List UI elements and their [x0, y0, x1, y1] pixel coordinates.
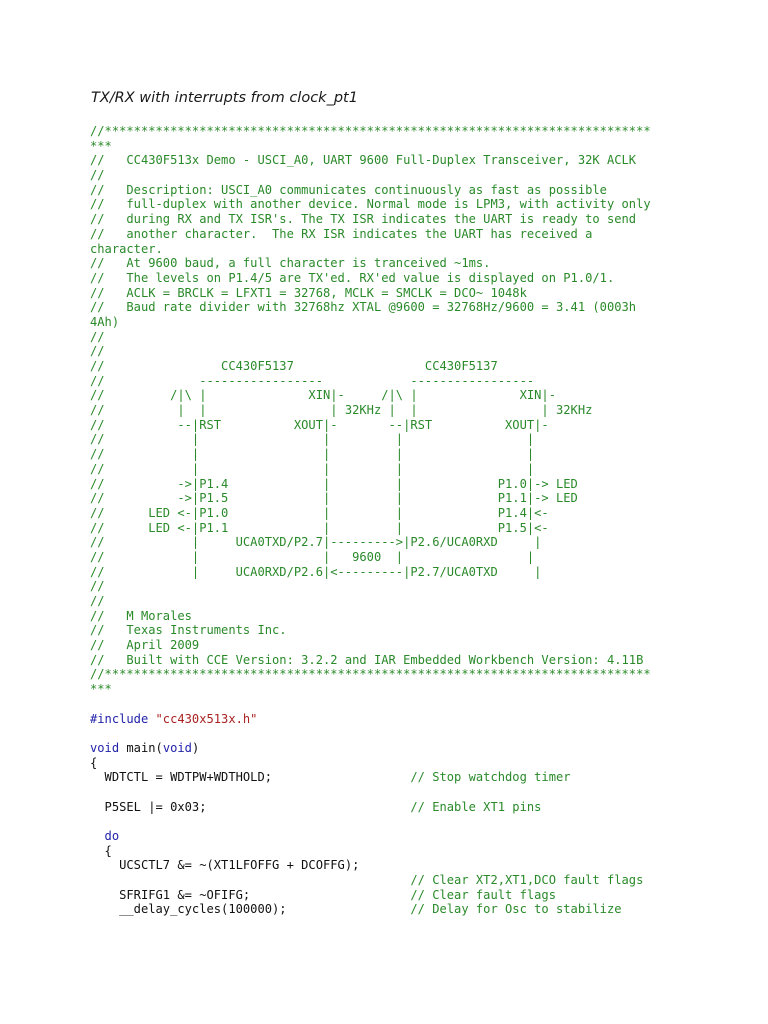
code-comment: // --|RST XOUT|- --|RST XOUT|-	[90, 417, 549, 432]
code-line	[90, 653, 651, 668]
code-comment: // Texas Instruments Inc.	[90, 623, 287, 638]
code-comment: //***************************************************************************	[90, 124, 651, 138]
code-line	[90, 344, 651, 359]
code-line	[90, 300, 651, 315]
code-text: UCSCTL7 &= ~(XT1LFOFFG + DCOFFG);	[90, 858, 360, 873]
code-line	[90, 374, 651, 389]
code-text: {	[90, 755, 98, 770]
code-comment: // | UCA0RXD/P2.6|<---------|P2.7/UCA0TXD |	[90, 564, 542, 579]
code-comment: // Built with CCE Version: 3.2.2 and IAR Embedded Workbench Version: 4.11B	[90, 652, 644, 667]
code-line	[90, 844, 651, 859]
code-comment: // /|\ | XIN|- /|\ | XIN|-	[90, 388, 556, 403]
code-comment: character.	[90, 241, 163, 256]
code-comment: //	[90, 594, 105, 608]
code-comment: // ACLK = BRCLK = LFXT1 = 32768, MCLK = SMCLK = DCO~ 1048k	[90, 285, 527, 300]
code-line	[90, 227, 651, 242]
code-line	[90, 271, 651, 286]
code-line	[90, 242, 651, 257]
code-keyword: #include	[90, 711, 156, 726]
code-text: {	[90, 843, 112, 858]
code-line	[90, 800, 651, 815]
code-line	[90, 756, 651, 771]
document-title: TX/RX with interrupts from clock_pt1	[91, 90, 358, 106]
code-line	[90, 785, 651, 800]
code-text: main(	[119, 740, 163, 755]
code-comment: ***	[90, 138, 112, 153]
code-text: P5SEL |= 0x03;	[90, 799, 411, 814]
code-line	[90, 858, 651, 873]
code-comment: // ----------------- -----------------	[90, 373, 535, 388]
code-line	[90, 697, 651, 712]
code-line	[90, 623, 651, 638]
code-line	[90, 168, 651, 183]
code-comment: // M Morales	[90, 608, 192, 623]
code-line	[90, 770, 651, 785]
code-comment: // Delay for Osc to stabilize	[410, 902, 622, 917]
code-comment: // CC430F513x Demo - USCI_A0, UART 9600 Full-Duplex Transceiver, 32K ACLK	[90, 153, 637, 168]
code-line	[90, 609, 651, 624]
code-comment: // ->|P1.4 | | P1.0|-> LED	[90, 476, 578, 491]
code-comment: // Enable XT1 pins	[410, 799, 542, 814]
code-comment: // Clear XT2,XT1,DCO fault flags	[410, 873, 644, 888]
code-line	[90, 712, 651, 727]
code-line	[90, 139, 651, 154]
code-comment: //	[90, 168, 105, 183]
code-line	[90, 888, 651, 903]
code-text: __delay_cycles(100000);	[90, 902, 411, 917]
code-line	[90, 667, 651, 682]
code-comment: // Baud rate divider with 32768hz XTAL @9600 = 32768Hz/9600 = 3.41 (0003h	[90, 300, 637, 315]
code-line	[90, 873, 651, 888]
code-line	[90, 579, 651, 594]
code-line	[90, 491, 651, 506]
code-line	[90, 477, 651, 492]
code-line	[90, 330, 651, 345]
code-line	[90, 359, 651, 374]
code-keyword: void	[162, 740, 192, 755]
code-line	[90, 814, 651, 829]
code-line	[90, 432, 651, 447]
code-line	[90, 418, 651, 433]
code-text: SFRIFG1 &= ~OFIFG;	[90, 887, 411, 902]
code-line	[90, 286, 651, 301]
code-line	[90, 550, 651, 565]
code-line	[90, 447, 651, 462]
code-line	[90, 315, 651, 330]
code-line	[90, 212, 651, 227]
code-comment: //***************************************************************************	[90, 667, 651, 682]
code-line	[90, 153, 651, 168]
code-line	[90, 183, 651, 198]
code-line	[90, 594, 651, 609]
code-line	[90, 535, 651, 550]
code-line	[90, 726, 651, 741]
code-line	[90, 741, 651, 756]
code-keyword: void	[90, 740, 120, 755]
code-comment: // CC430F5137 CC430F5137	[90, 359, 498, 373]
code-comment: // April 2009	[90, 638, 200, 653]
code-comment: 4Ah)	[90, 314, 120, 329]
code-comment: // | UCA0TXD/P2.7|--------->|P2.6/UCA0RXD |	[90, 535, 542, 550]
code-line	[90, 682, 651, 697]
code-comment: //	[90, 344, 105, 359]
code-line	[90, 506, 651, 521]
code-text: )	[191, 740, 200, 755]
code-line	[90, 403, 651, 418]
code-comment: // Stop watchdog timer	[410, 770, 571, 785]
code-string: "cc430x513x.h"	[155, 711, 258, 726]
code-comment: // full-duplex with another device. Normal mode is LPM3, with activity only	[90, 197, 651, 212]
code-comment: // another character. The RX ISR indicates the UART has received a	[90, 226, 593, 241]
code-comment: ***	[90, 682, 112, 697]
code-line	[90, 902, 651, 917]
code-comment: // Description: USCI_A0 communicates continuously as fast as possible	[90, 182, 607, 197]
code-text: WDTCTL = WDTPW+WDTHOLD;	[90, 770, 411, 785]
code-text	[90, 873, 410, 887]
code-comment: // ->|P1.5 | | P1.1|-> LED	[90, 491, 578, 506]
code-comment: // The levels on P1.4/5 are TX'ed. RX'ed value is displayed on P1.0/1.	[90, 270, 615, 285]
code-comment: //	[90, 329, 105, 344]
code-keyword: do	[90, 829, 120, 843]
code-comment: // | | | |	[90, 432, 535, 447]
code-comment: // Clear fault flags	[410, 887, 556, 902]
code-line	[90, 388, 651, 403]
code-line	[90, 829, 651, 844]
code-line	[90, 197, 651, 212]
code-line	[90, 565, 651, 580]
code-listing	[90, 124, 651, 917]
code-line	[90, 256, 651, 271]
code-comment: // | | 9600 | |	[90, 549, 535, 564]
code-line	[90, 462, 651, 477]
code-comment: // | | | |	[90, 461, 535, 476]
code-comment: // LED <-|P1.1 | | P1.5|<-	[90, 520, 549, 535]
code-line	[90, 521, 651, 536]
code-comment: // LED <-|P1.0 | | P1.4|<-	[90, 505, 549, 520]
code-comment: // | | | |	[90, 447, 535, 462]
code-comment: // during RX and TX ISR's. The TX ISR indicates the UART is ready to send	[90, 212, 637, 227]
code-comment: // | | | 32KHz | | | 32KHz	[90, 403, 593, 418]
code-line	[90, 124, 651, 139]
code-line	[90, 638, 651, 653]
code-comment: // At 9600 baud, a full character is tranceived ~1ms.	[90, 256, 491, 271]
code-comment: //	[90, 579, 105, 594]
